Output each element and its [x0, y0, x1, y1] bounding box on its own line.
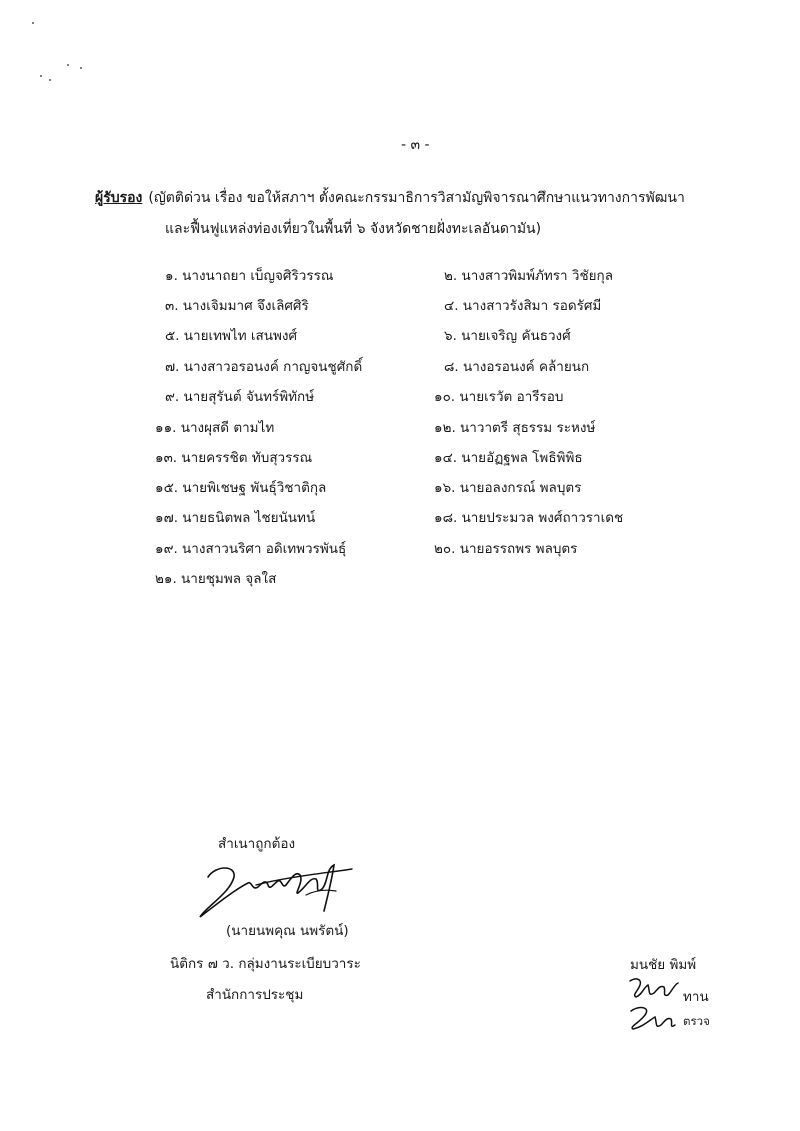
list-item: ๒๑. นายชุมพล จุลใส [155, 571, 277, 587]
list-item: ๑๔. นายอัฏฐพล โพธิพิพิธ [434, 450, 583, 466]
typist-note: มนชัย พิมพ์ [630, 957, 697, 973]
list-item: ๑๐. นายเรวัต อารีรอบ [434, 389, 564, 405]
review-label: ทาน [683, 989, 709, 1005]
list-item: ๑๓. นายครรชิต ทับสุวรรณ [155, 450, 313, 466]
list-item: ๑๗. นายธนิตพล ไชยนันทน์ [155, 510, 316, 526]
heading-title-line1: (ญัตติด่วน เรื่อง ขอให้สภาฯ ตั้งคณะกรรมาธิการวิสามัญพิจารณาศึกษาแนวทางการพัฒนา [148, 190, 685, 206]
list-item: ๙. นายสุรันต์ จันทร์พิทักษ์ [165, 389, 315, 405]
list-item: ๑๑. นางผุสดี ตามไท [155, 420, 275, 436]
signer-position: นิติกร ๗ ว. กลุ่มงานระเบียบวาระ [170, 956, 361, 972]
heading-title-line2: และฟื้นฟูแหล่งท่องเที่ยวในพื้นที่ ๖ จังหวัดชายฝั่งทะเลอันดามัน) [165, 221, 542, 237]
initials-signature [626, 975, 682, 1001]
list-item: ๒๐. นายอรรถพร พลบุตร [434, 541, 578, 557]
initials-signature [625, 1003, 681, 1033]
list-item: ๗. นางสาวอรอนงค์ กาญจนชูศักดิ์ [165, 359, 363, 375]
page-number: - ๓ - [401, 137, 430, 153]
heading-label: ผู้รับรอง [95, 190, 143, 206]
list-item: ๓. นางเจิมมาศ จึงเลิศศิริ [165, 298, 309, 314]
list-item: ๑. นางนาถยา เบ็ญจศิริวรรณ [165, 268, 334, 284]
list-item: ๖. นายเจริญ คันธวงศ์ [444, 328, 571, 344]
list-item: ๑๙. นางสาวนริศา อดิเทพวรพันธุ์ [155, 541, 347, 557]
list-item: ๔. นางสาวรังสิมา รอดรัศมี [444, 298, 602, 314]
signature [196, 855, 356, 921]
list-item: ๑๕. นายพิเชษฐ พันธุ์วิชาติกุล [155, 480, 327, 496]
signer-name: (นายนพคุณ นพรัตน์) [226, 923, 349, 939]
list-item: ๑๘. นายประมวล พงศ์ถาวราเดช [434, 510, 624, 526]
list-item: ๑๖. นายอลงกรณ์ พลบุตร [434, 480, 582, 496]
list-item: ๒. นางสาวพิมพ์ภัทรา วิชัยกุล [444, 268, 614, 284]
certification-text: สำเนาถูกต้อง [218, 836, 296, 852]
signer-office: สำนักการประชุม [206, 987, 304, 1003]
list-item: ๑๒. นาวาตรี สุธรรม ระหงษ์ [434, 420, 596, 436]
list-item: ๕. นายเทพไท เสนพงศ์ [165, 328, 298, 344]
list-item: ๘. นางอรอนงค์ คล้ายนก [444, 359, 590, 375]
verify-label: ตรวจ [683, 1014, 710, 1028]
